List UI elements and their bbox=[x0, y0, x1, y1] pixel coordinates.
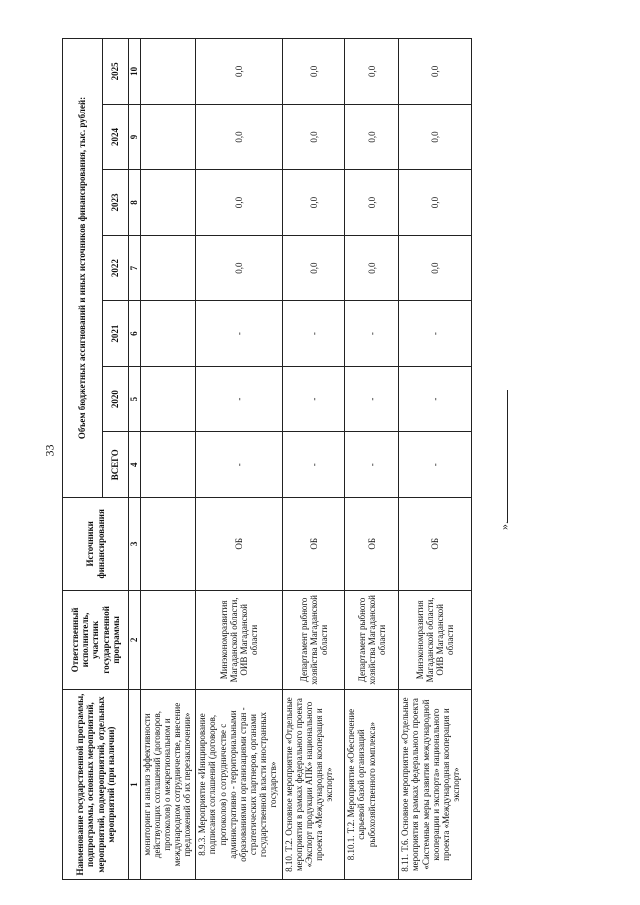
row-value: 0,0 bbox=[399, 235, 472, 301]
program-funding-table bbox=[62, 38, 472, 880]
row-value: 0,0 bbox=[196, 170, 283, 236]
column-number: 3 bbox=[129, 497, 141, 590]
column-number: 4 bbox=[129, 432, 141, 498]
table-row bbox=[196, 39, 283, 880]
row-value: 0,0 bbox=[196, 39, 283, 105]
column-number: 8 bbox=[129, 170, 141, 236]
row-executor: Департамент рыбного хозяйства Магаданской области bbox=[283, 590, 345, 689]
row-name: 8.10.1. Т.2. Мероприятие «Обеспечение сырьевой базой организаций рыбохозяйственного комплекса» bbox=[345, 690, 399, 880]
row-value: - bbox=[283, 366, 345, 432]
row-value: - bbox=[345, 301, 399, 367]
row-value: 0,0 bbox=[283, 104, 345, 170]
header-year: 2021 bbox=[103, 301, 129, 367]
row-value: 0,0 bbox=[345, 104, 399, 170]
row-total: - bbox=[399, 432, 472, 498]
column-number: 6 bbox=[129, 301, 141, 367]
header-year: 2022 bbox=[103, 235, 129, 301]
table-row bbox=[283, 39, 345, 880]
column-number: 1 bbox=[129, 690, 141, 880]
row-value: 0,0 bbox=[399, 170, 472, 236]
row-name: 8.9.3. Мероприятие «Инициирование подписания соглашений (договоров, протоколов) о сотрудничестве с административно - территориальными образованиями и организациями стран - стратегических партнеров, органами государственной власти иностранных государств» bbox=[196, 690, 283, 880]
column-number: 5 bbox=[129, 366, 141, 432]
row-value: 0,0 bbox=[283, 39, 345, 105]
row-value: - bbox=[196, 301, 283, 367]
row-value: 0,0 bbox=[345, 39, 399, 105]
row-value: 0,0 bbox=[399, 104, 472, 170]
page-number: 33 bbox=[42, 444, 57, 457]
closing-quote: ». bbox=[497, 521, 511, 530]
row-value bbox=[141, 366, 196, 432]
row-executor: Минэкономразвития Магаданской области, ОИВ Магаданской области bbox=[399, 590, 472, 689]
row-value: 0,0 bbox=[196, 104, 283, 170]
row-value: 0,0 bbox=[283, 170, 345, 236]
header-funding-group: Объем бюджетных ассигнований и иных источников финансирования, тыс. рублей: bbox=[63, 39, 103, 498]
row-executor: Минэкономразвития Магаданской области, ОИВ Магаданской области bbox=[196, 590, 283, 689]
row-value: - bbox=[399, 366, 472, 432]
row-value: 0,0 bbox=[345, 235, 399, 301]
row-total: - bbox=[283, 432, 345, 498]
header-year: 2025 bbox=[103, 39, 129, 105]
row-total: - bbox=[196, 432, 283, 498]
row-source: ОБ bbox=[345, 497, 399, 590]
row-value bbox=[141, 301, 196, 367]
table-row bbox=[141, 39, 196, 880]
row-source: ОБ bbox=[399, 497, 472, 590]
table-row bbox=[399, 39, 472, 880]
header-name: Наименование государственной программы, подпрограммы, основных мероприятий, мероприятий, подмероприятий, отдельных мероприятий (при наличии) bbox=[63, 690, 129, 880]
row-value bbox=[141, 235, 196, 301]
row-executor: Департамент рыбного хозяйства Магаданской области bbox=[345, 590, 399, 689]
row-value: 0,0 bbox=[399, 39, 472, 105]
table-row bbox=[345, 39, 399, 880]
header-year: 2020 bbox=[103, 366, 129, 432]
row-value: - bbox=[283, 301, 345, 367]
row-source: ОБ bbox=[283, 497, 345, 590]
column-number: 10 bbox=[129, 39, 141, 105]
header-total: ВСЕГО bbox=[103, 432, 129, 498]
row-value: - bbox=[196, 366, 283, 432]
row-source: ОБ bbox=[196, 497, 283, 590]
row-name: 8.11. Т.6. Основное мероприятие «Отдельные мероприятия в рамках федерального проекта «Системные меры развития международной кооперации и экспорта» национального проекта «Международная кооперация и экспорт» bbox=[399, 690, 472, 880]
closing-mark bbox=[498, 390, 518, 530]
row-name: 8.10. Т.2. Основное мероприятие «Отдельные мероприятия в рамках федерального проекта «Экспорт продукции АПК» национального проекта «Международная кооперация и экспорт» bbox=[283, 690, 345, 880]
row-total: - bbox=[345, 432, 399, 498]
closing-line bbox=[507, 390, 508, 522]
row-value bbox=[141, 104, 196, 170]
row-source bbox=[141, 497, 196, 590]
row-executor bbox=[141, 590, 196, 689]
row-value bbox=[141, 170, 196, 236]
header-executor: Ответственный исполнитель, участник государственной программы bbox=[63, 590, 129, 689]
row-value: 0,0 bbox=[283, 235, 345, 301]
row-value bbox=[141, 39, 196, 105]
header-year: 2023 bbox=[103, 170, 129, 236]
header-year: 2024 bbox=[103, 104, 129, 170]
column-number: 2 bbox=[129, 590, 141, 689]
header-source: Источники финансирования bbox=[63, 497, 129, 590]
rotated-table-page bbox=[62, 38, 472, 880]
row-total bbox=[141, 432, 196, 498]
row-value: - bbox=[399, 301, 472, 367]
row-value: 0,0 bbox=[196, 235, 283, 301]
column-number: 9 bbox=[129, 104, 141, 170]
row-value: 0,0 bbox=[345, 170, 399, 236]
row-name: мониторинг и анализ эффективности действующих соглашений (договоров, протоколов) о межрегиональном и международном сотрудничестве, внесение предложений об их перезаключении» bbox=[141, 690, 196, 880]
row-value: - bbox=[345, 366, 399, 432]
column-number: 7 bbox=[129, 235, 141, 301]
